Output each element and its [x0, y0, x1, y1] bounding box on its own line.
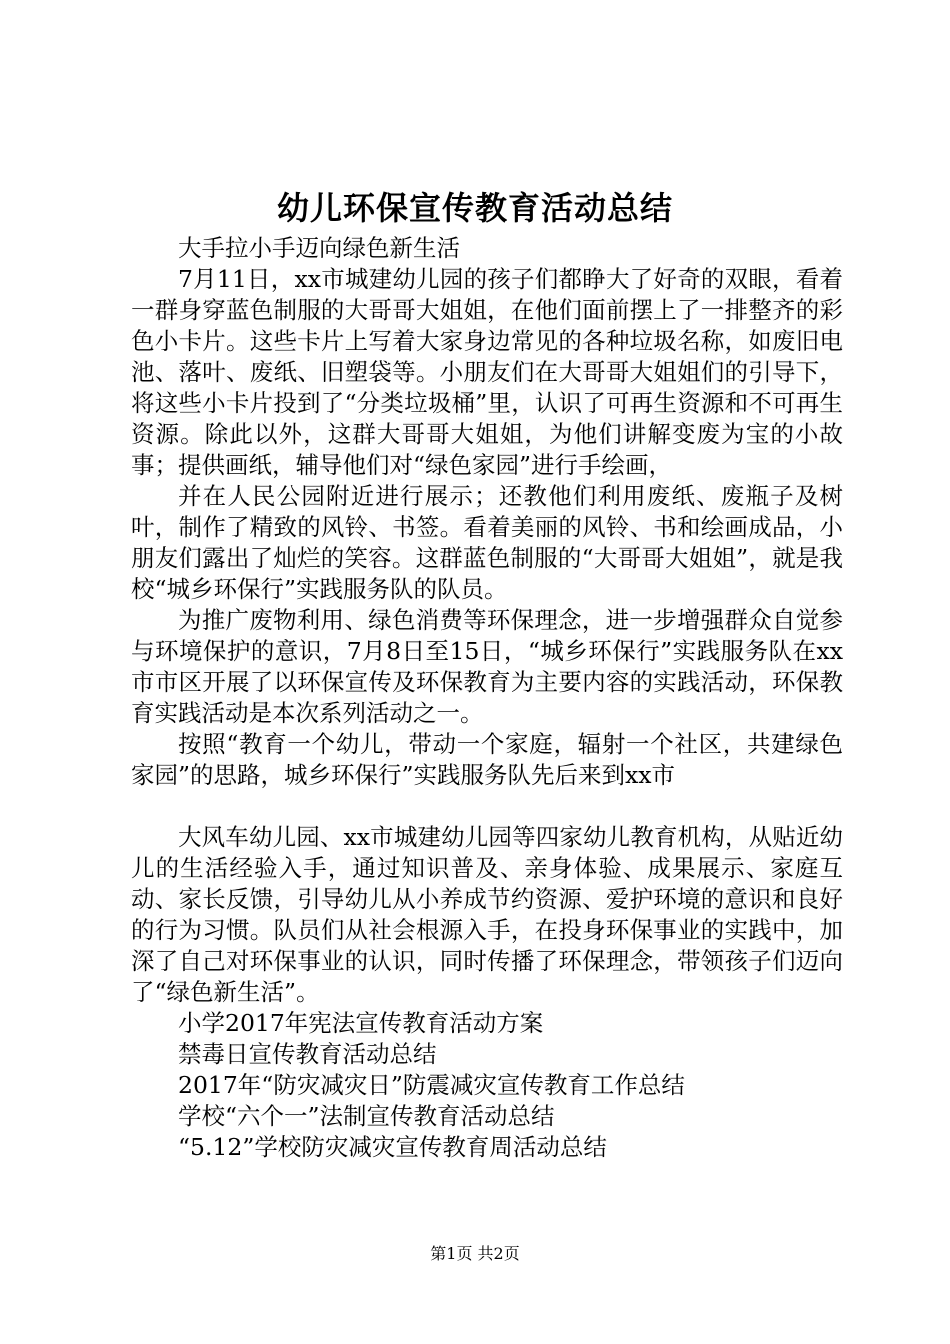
paragraph: 并在人民公园附近进行展示；还教他们利用废纸、废瓶子及树叶，制作了精致的风铃、书签。看着美丽的风铃、书和绘画成品，小朋友们露出了灿烂的笑容。这群蓝色制服的“大哥哥大姐姐”，就是我校“城乡环保行”实践服务队的队员。 [131, 482, 843, 603]
document-body [131, 233, 843, 1163]
paragraph: 大风车幼儿园、xx市城建幼儿园等四家幼儿教育机构，从贴近幼儿的生活经验入手，通过知识普及、亲身体验、成果展示、家庭互动、家长反馈，引导幼儿从小养成节约资源、爱护环境的意识和良好的行为习惯。队员们从社会根源入手，在投身环保事业的实践中，加深了自己对环保事业的认识，同时传播了环保理念，带领孩子们迈向了“绿色新生活”。 [131, 823, 843, 1006]
related-link[interactable]: “5.12”学校防灾减灾宣传教育周活动总结 [178, 1133, 607, 1161]
related-link[interactable]: 2017年“防灾减灾日”防震减灾宣传教育工作总结 [178, 1071, 685, 1099]
document-title: 幼儿环保宣传教育活动总结 [276, 189, 673, 227]
paragraph: 7月11日，xx市城建幼儿园的孩子们都睁大了好奇的双眼，看着一群身穿蓝色制服的大哥哥大姐姐，在他们面前摆上了一排整齐的彩色小卡片。这些卡片上写着大家身边常见的各种垃圾名称，如废旧电池、落叶、废纸、旧塑袋等。小朋友们在大哥哥大姐姐们的引导下，将这些小卡片投到了“分类垃圾桶”里，认识了可再生资源和不可再生资源。除此以外，这群大哥哥大姐姐，为他们讲解变废为宝的小故事；提供画纸，辅导他们对“绿色家园”进行手绘画， [131, 265, 843, 479]
related-link[interactable]: 学校“六个一”法制宣传教育活动总结 [178, 1102, 555, 1130]
related-link[interactable]: 小学2017年宪法宣传教育活动方案 [178, 1009, 544, 1037]
paragraph: 按照“教育一个幼儿，带动一个家庭，辐射一个社区，共建绿色家园”的思路，城乡环保行”实践服务队先后来到xx市 [131, 730, 843, 789]
page-number: 第1页 共2页 [430, 1244, 520, 1263]
paragraph-gap [131, 791, 843, 822]
related-link[interactable]: 禁毒日宣传教育活动总结 [178, 1040, 437, 1068]
paragraph-subtitle: 大手拉小手迈向绿色新生活 [178, 234, 460, 262]
paragraph: 为推广废物利用、绿色消费等环保理念，进一步增强群众自觉参与环境保护的意识，7月8日至15日，“城乡环保行”实践服务队在xx市市区开展了以环保宣传及环保教育为主要内容的实践活动，环保教育实践活动是本次系列活动之一。 [131, 606, 843, 727]
